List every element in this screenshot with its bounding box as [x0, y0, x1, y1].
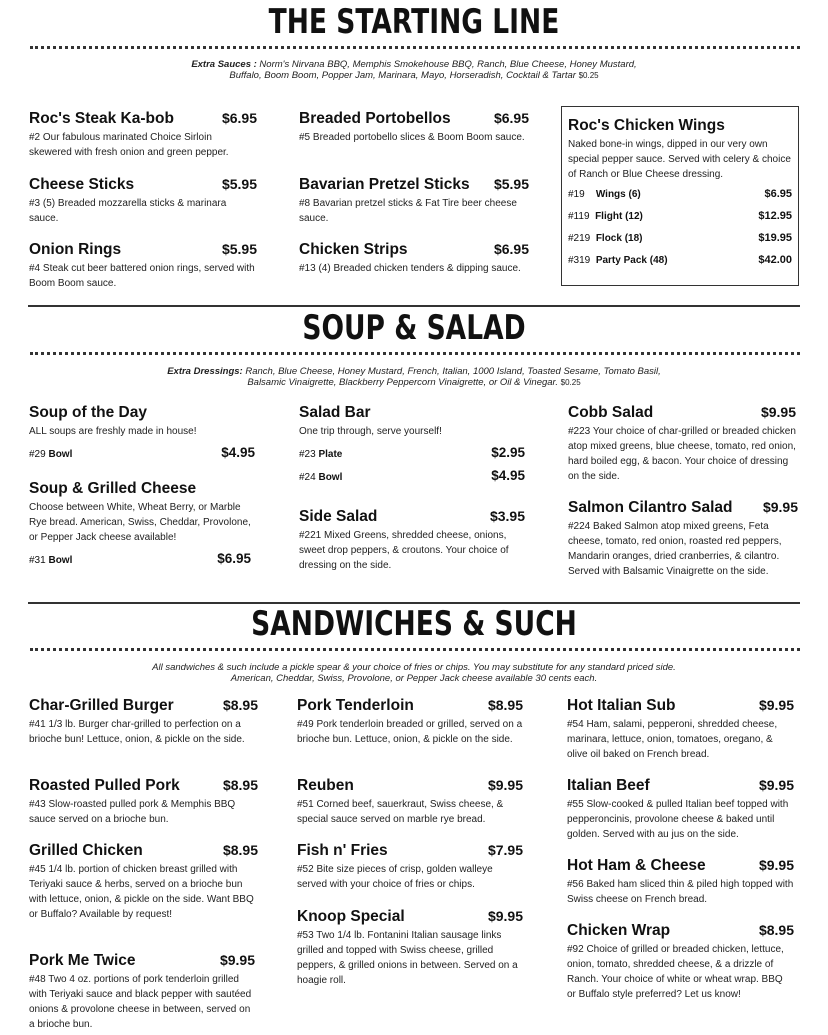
item-name: Cheese Sticks	[29, 176, 135, 193]
menu-item-breaded-portobellos	[299, 110, 529, 145]
extra-sauces-text-2: Buffalo, Boom Boom, Popper Jam, Marinara, Mayo, Horseradish, Cocktail & Tartar	[229, 70, 576, 81]
item-desc: Choose between White, Wheat Berry, or Marble Rye bread. American, Swiss, Cheddar, Provolone, or Pepper Jack cheese available!	[29, 502, 251, 543]
item-name: Cobb Salad	[568, 404, 654, 421]
sandwiches-note-line-2: American, Cheddar, Swiss, Provolone, or Pepper Jack cheese available 30 cents each.	[230, 673, 598, 684]
item-price: $9.95	[758, 697, 794, 713]
extra-dressings-label: Extra Dressings:	[167, 366, 243, 377]
item-price: $8.95	[487, 697, 523, 713]
extra-dressings-text-2: Balsamic Vinaigrette, Blackberry Peppercorn Vinaigrette, or Oil & Vinegar.	[247, 377, 558, 388]
sandwiches-note-line-1: All sandwiches & such include a pickle spear & your choice of fries or chips. You may substitute for any standard priced side.	[152, 662, 676, 673]
item-desc: #2 Our fabulous marinated Choice Sirloin skewered with fresh onion and green pepper.	[29, 132, 229, 158]
item-desc: #51 Corned beef, sauerkraut, Swiss cheese, & special sauce served on marble rye bread.	[297, 799, 504, 825]
item-price: $9.95	[758, 777, 794, 793]
menu-item-roasted-pulled-pork	[29, 777, 258, 827]
menu-item-soup-grilled-cheese	[29, 480, 251, 566]
option-label: Party Pack (48)	[595, 255, 668, 266]
item-name: Knoop Special	[297, 908, 405, 925]
wing-option-row	[568, 254, 792, 276]
wing-option-row	[568, 188, 792, 210]
option-number: #219	[568, 233, 591, 244]
item-name: Hot Italian Sub	[567, 697, 676, 714]
option-number: #24	[299, 472, 316, 483]
item-price: $5.95	[221, 241, 257, 257]
item-price: $8.95	[222, 777, 258, 793]
section-title-soup-salad: SOUP & SALAD	[302, 308, 526, 348]
item-desc: #8 Bavarian pretzel sticks & Fat Tire beer cheese sauce.	[299, 198, 517, 224]
size-option-row	[29, 445, 255, 460]
chicken-wings-box	[561, 106, 799, 286]
item-price: $9.95	[762, 499, 798, 515]
menu-item-cheese-sticks	[29, 176, 257, 226]
option-number: #23	[299, 449, 316, 460]
extra-sauces-price: $0.25	[578, 71, 599, 80]
wing-option-row	[568, 210, 792, 232]
item-name: Soup & Grilled Cheese	[29, 480, 197, 497]
item-desc: #5 Breaded portobello slices & Boom Boom sauce.	[299, 132, 525, 143]
option-label: Plate	[318, 449, 343, 460]
option-label: Bowl	[318, 472, 343, 483]
menu-item-chicken-strips	[299, 241, 529, 276]
option-number: #119	[568, 211, 590, 222]
item-name: Pork Me Twice	[29, 952, 136, 969]
item-name: Char-Grilled Burger	[29, 697, 174, 714]
item-name: Pork Tenderloin	[297, 697, 414, 714]
option-price: $19.95	[758, 232, 792, 244]
item-price: $3.95	[489, 508, 525, 524]
item-desc: #54 Ham, salami, pepperoni, shredded cheese, marinara, lettuce, onion, tomatoes, oregano, & olive oil baked on French bread.	[567, 719, 778, 760]
item-desc: #223 Your choice of char-grilled or breaded chicken atop mixed greens, blue cheese, tomato, red onion, hard boiled egg, & bacon. Your choice of dressing on the side.	[568, 426, 796, 482]
item-desc: One trip through, serve yourself!	[299, 426, 442, 437]
menu-item-hot-ham-cheese	[567, 857, 794, 907]
option-price: $6.95	[217, 551, 251, 566]
menu-item-knoop-special	[297, 908, 523, 988]
item-price: $6.95	[493, 110, 529, 126]
menu-item-chicken-wrap	[567, 922, 794, 1002]
item-price: $7.95	[487, 842, 523, 858]
item-desc: #49 Pork tenderloin breaded or grilled, served on a brioche bun. Lettuce, onion, & pickle on the side.	[297, 719, 523, 745]
option-label: Bowl	[48, 449, 73, 460]
item-desc: #221 Mixed Greens, shredded cheese, onions, sweet drop peppers, & croutons. Your choice of dressing on the side.	[299, 530, 509, 571]
item-price: $8.95	[222, 697, 258, 713]
section-title-sandwiches: SANDWICHES & SUCH	[251, 604, 577, 644]
dotted-divider	[30, 352, 800, 355]
menu-item-bavarian-pretzel-sticks	[299, 176, 529, 226]
item-desc: #48 Two 4 oz. portions of pork tenderloin grilled with Teriyaki sauce and black pepper with sautéed onions & provolone cheese in between, served on a brioche bun.	[29, 974, 252, 1030]
item-desc: #56 Baked ham sliced thin & piled high topped with Swiss cheese on French bread.	[567, 879, 794, 905]
option-number: #31	[29, 555, 46, 566]
item-name: Roc's Chicken Wings	[568, 117, 725, 134]
item-name: Roc's Steak Ka-bob	[29, 110, 174, 127]
item-price: $6.95	[493, 241, 529, 257]
item-desc: #3 (5) Breaded mozzarella sticks & marinara sauce.	[29, 198, 227, 224]
menu-item-cobb-salad	[568, 404, 796, 484]
menu-item-reuben	[297, 777, 523, 827]
wing-option-row	[568, 232, 792, 254]
option-number: #319	[568, 255, 591, 266]
item-name: Onion Rings	[29, 241, 122, 258]
item-name: Fish n' Fries	[297, 842, 388, 859]
item-name: Chicken Strips	[299, 241, 408, 258]
option-label: Wings (6)	[595, 189, 641, 200]
extra-sauces-note	[100, 59, 728, 81]
item-price: $6.95	[221, 110, 257, 126]
option-price: $6.95	[764, 188, 792, 200]
extra-sauces-label: Extra Sauces :	[191, 59, 257, 70]
option-label: Bowl	[48, 555, 73, 566]
menu-item-salmon-cilantro-salad	[568, 499, 798, 579]
item-name: Grilled Chicken	[29, 842, 143, 859]
item-price: $9.95	[487, 908, 523, 924]
extra-dressings-note	[100, 366, 728, 388]
item-name: Salmon Cilantro Salad	[568, 499, 733, 516]
item-desc: #43 Slow-roasted pulled pork & Memphis BBQ sauce served on a brioche bun.	[29, 799, 236, 825]
item-desc: #92 Choice of grilled or breaded chicken, lettuce, onion, tomato, shredded cheese, & a drizzle of Ranch. Your choice of white or wheat wrap. BBQ or Buffalo style preferred? Let us know!	[567, 944, 784, 1000]
extra-dressings-price: $0.25	[560, 378, 581, 387]
menu-item-onion-rings	[29, 241, 257, 291]
menu-item-side-salad	[299, 508, 525, 573]
extra-sauces-text: Norm's Nirvana BBQ, Memphis Smokehouse BBQ, Ranch, Blue Cheese, Honey Mustard,	[256, 59, 637, 70]
extra-dressings-text: Ranch, Blue Cheese, Honey Mustard, French, Italian, 1000 Island, Toasted Sesame, Tomato Basil,	[242, 366, 661, 377]
item-price: $5.95	[221, 176, 257, 192]
item-desc: #45 1/4 lb. portion of chicken breast grilled with Teriyaki sauce & herbs, served on a brioche bun with lettuce, onion, & pickle on the side. Want BBQ or Buffalo? Available by request!	[29, 864, 254, 920]
item-price: $9.95	[219, 952, 255, 968]
menu-item-char-grilled-burger	[29, 697, 258, 747]
item-desc: #55 Slow-cooked & pulled Italian beef topped with pepperoncinis, provolone cheese & baked until golden. Served with au jus on the side.	[567, 799, 789, 840]
item-price: $8.95	[758, 922, 794, 938]
option-label: Flight (12)	[595, 211, 643, 222]
sandwiches-note	[60, 662, 768, 684]
item-desc: #4 Steak cut beer battered onion rings, served with Boom Boom sauce.	[29, 263, 255, 289]
menu-item-fish-n-fries	[297, 842, 523, 892]
item-price: $8.95	[222, 842, 258, 858]
item-price: $5.95	[493, 176, 529, 192]
menu-item-soup-of-the-day	[29, 404, 255, 460]
option-label: Flock (18)	[595, 233, 643, 244]
menu-item-pork-me-twice	[29, 952, 255, 1032]
menu-item-steak-kabob	[29, 110, 257, 160]
menu-item-pork-tenderloin	[297, 697, 523, 747]
item-name: Chicken Wrap	[567, 922, 671, 939]
item-desc: Naked bone-in wings, dipped in our very own special pepper sauce. Served with celery & choice of Ranch or Blue Cheese dressing.	[568, 139, 791, 180]
item-name: Reuben	[297, 777, 354, 794]
item-name: Hot Ham & Cheese	[567, 857, 706, 874]
section-title-starting-line: THE STARTING LINE	[268, 2, 560, 42]
dotted-divider	[30, 46, 800, 49]
menu-item-salad-bar	[299, 404, 525, 483]
item-price: $9.95	[760, 404, 796, 420]
dotted-divider	[30, 648, 800, 651]
item-price: $9.95	[487, 777, 523, 793]
item-name: Italian Beef	[567, 777, 650, 794]
option-price: $12.95	[758, 210, 792, 222]
option-price: $42.00	[758, 254, 792, 266]
item-name: Roasted Pulled Pork	[29, 777, 180, 794]
item-desc: #41 1/3 lb. Burger char-grilled to perfection on a brioche bun! Lettuce, onion, & pickle on the side.	[29, 719, 245, 745]
item-name: Bavarian Pretzel Sticks	[299, 176, 470, 193]
item-name: Breaded Portobellos	[299, 110, 451, 127]
item-desc: #13 (4) Breaded chicken tenders & dipping sauce.	[299, 263, 521, 274]
item-desc: ALL soups are freshly made in house!	[29, 426, 197, 437]
size-option-row	[299, 445, 525, 460]
item-desc: #224 Baked Salmon atop mixed greens, Feta cheese, tomato, red onion, roasted red peppers, Mandarin oranges, dried cranberries, & cilantro. Served with Balsamic Vinaigrette on the side.	[568, 521, 782, 577]
item-name: Side Salad	[299, 508, 378, 525]
size-option-row	[299, 468, 525, 483]
option-price: $4.95	[221, 445, 255, 460]
item-name: Soup of the Day	[29, 404, 147, 421]
menu-item-grilled-chicken	[29, 842, 258, 922]
item-desc: #53 Two 1/4 lb. Fontanini Italian sausage links grilled and topped with Swiss cheese, grilled peppers, & grilled onions in between. Served on a hoagie roll.	[297, 930, 518, 986]
menu-item-italian-beef	[567, 777, 794, 842]
item-desc: #52 Bite size pieces of crisp, golden walleye served with your choice of fries or chips.	[297, 864, 493, 890]
option-price: $2.95	[491, 445, 525, 460]
option-number: #29	[29, 449, 46, 460]
item-name: Salad Bar	[299, 404, 371, 421]
menu-item-hot-italian-sub	[567, 697, 794, 762]
option-price: $4.95	[491, 468, 525, 483]
section-rule	[28, 305, 800, 307]
item-price: $9.95	[758, 857, 794, 873]
option-number: #19	[568, 189, 585, 200]
size-option-row	[29, 551, 251, 566]
